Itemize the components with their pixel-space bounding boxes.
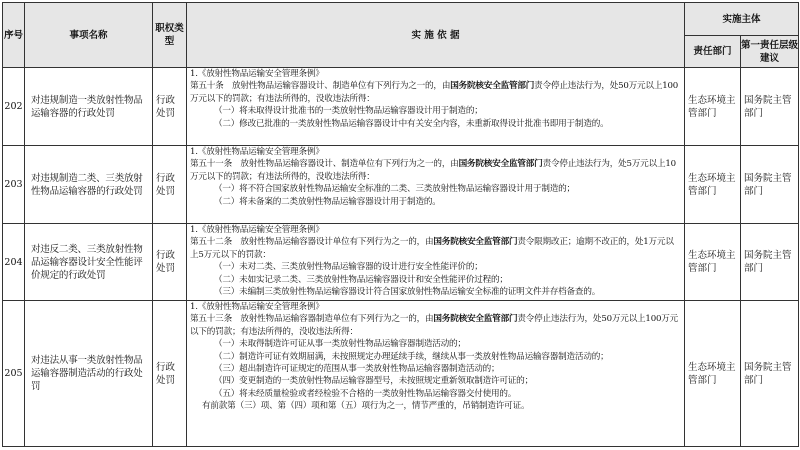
row-item-name: 对违规制造二类、三类放射性物品运输容器的行政处罚	[25, 146, 153, 224]
row-power-type: 行政处罚	[153, 224, 187, 301]
row-basis	[187, 146, 685, 224]
header-first-resp: 第一责任层级建议	[741, 36, 799, 68]
header-seq: 序号	[3, 3, 25, 68]
clause: （三）超出制造许可证规定的范围从事一类放射性物品运输容器制造活动的；	[214, 364, 500, 375]
clause: （五）将未经质量检验或者经检验不合格的一类放射性物品运输容器交付使用的。	[214, 388, 517, 399]
row-basis	[187, 68, 685, 146]
row-seq: 204	[3, 224, 25, 301]
row-first-resp: 国务院主管部门	[741, 301, 799, 447]
row-seq: 202	[3, 68, 25, 146]
law-title: 1.《放射性物品运输安全管理条例》	[190, 225, 324, 235]
clause: （二）修改已批准的一类放射性物品运输容器设计中有关安全内容，未重新取得设计批准书即用于制造的。	[214, 118, 609, 129]
row-item-name: 对违反二类、三类放射性物品运输容器设计安全性能评价规定的行政处罚	[25, 224, 153, 301]
row-first-resp: 国务院主管部门	[741, 146, 799, 224]
enforcement-table	[2, 2, 799, 447]
law-title: 1.《放射性物品运输安全管理条例》	[190, 302, 324, 312]
header-item-name: 事项名称	[25, 3, 153, 68]
row-basis	[187, 224, 685, 301]
clause: （三）未编制三类放射性物品运输容器设计符合国家放射性物品运输安全标准的证明文件并存档备查的。	[214, 287, 601, 298]
clause: （一）未对二类、三类放射性物品运输容器的设计进行安全性能评价的；	[214, 262, 483, 273]
article-note: 有前款第（三）项、第（四）项和第（五）项行为之一，情节严重的，吊销制造许可证。	[202, 401, 530, 412]
row-power-type: 行政处罚	[153, 301, 187, 447]
row-basis	[187, 301, 685, 447]
header-subject: 实施主体	[685, 3, 799, 36]
row-resp-dept: 生态环境主管部门	[685, 68, 741, 146]
authority-text: 国务院核安全监管部门	[458, 159, 543, 170]
authority-text: 国务院核安全监管部门	[433, 314, 518, 325]
row-item-name: 对违规制造一类放射性物品运输容器的行政处罚	[25, 68, 153, 146]
table-row	[3, 146, 799, 224]
clause: （四）变更制造的一类放射性物品运输容器型号，未按照规定重新领取制造许可证的；	[214, 376, 533, 387]
law-title: 1.《放射性物品运输安全管理条例》	[190, 69, 324, 79]
clause: （一）将不符合国家放射性物品运输安全标准的二类、三类放射性物品运输容器设计用于制造的；	[214, 184, 575, 195]
row-seq: 203	[3, 146, 25, 224]
row-seq: 205	[3, 301, 25, 447]
clause: （二）将未备案的二类放射性物品运输容器设计用于制造的。	[214, 196, 441, 207]
clause: （一）未取得制造许可证从事一类放射性物品运输容器制造活动的；	[214, 339, 466, 350]
table-row	[3, 224, 799, 301]
row-resp-dept: 生态环境主管部门	[685, 224, 741, 301]
clause: （二）制造许可证有效期届满，未按照规定办理延续手续，继续从事一类放射性物品运输容器制造活动的；	[214, 351, 609, 362]
row-power-type: 行政处罚	[153, 68, 187, 146]
row-first-resp: 国务院主管部门	[741, 68, 799, 146]
header-basis: 实 施 依 据	[187, 3, 685, 68]
article-text: 第五十三条 放射性物品运输容器制造单位有下列行为之一的，由国务院核安全监管部门责令停止违法行为，处50万元以上100万元以下的罚款；有违法所得的，没收违法所得：	[190, 314, 679, 337]
clause: （二）未如实记录二类、三类放射性物品运输容器设计和安全性能评价过程的；	[214, 274, 508, 285]
article-text: 第五十一条 放射性物品运输容器设计、制造单位有下列行为之一的，由国务院核安全监管部门责令停止违法行为，处5万元以上10万元以下的罚款；有违法所得的，没收违法所得：	[190, 159, 676, 182]
table-row	[3, 68, 799, 146]
article-text: 第五十二条 放射性物品运输容器设计单位有下列行为之一的，由国务院核安全监管部门责令限期改正；逾期不改正的，处1万元以上5万元以下的罚款：	[190, 237, 674, 260]
article-text: 第五十条 放射性物品运输容器设计、制造单位有下列行为之一的，由国务院核安全监管部门责令停止违法行为，处50万元以上100万元以下的罚款；有违法所得的，没收违法所得：	[190, 81, 679, 104]
header-resp-dept: 责任部门	[685, 36, 741, 68]
authority-text: 国务院核安全监管部门	[433, 237, 518, 248]
row-first-resp: 国务院主管部门	[741, 224, 799, 301]
row-item-name: 对违法从事一类放射性物品运输容器制造活动的行政处罚	[25, 301, 153, 447]
authority-text: 国务院核安全监管部门	[450, 81, 535, 92]
row-power-type: 行政处罚	[153, 146, 187, 224]
clause: （一）将未取得设计批准书的一类放射性物品运输容器设计用于制造的；	[214, 106, 483, 117]
row-resp-dept: 生态环境主管部门	[685, 146, 741, 224]
header-power-type: 职权类型	[153, 3, 187, 68]
table-row	[3, 301, 799, 447]
row-resp-dept: 生态环境主管部门	[685, 301, 741, 447]
law-title: 1.《放射性物品运输安全管理条例》	[190, 147, 324, 157]
